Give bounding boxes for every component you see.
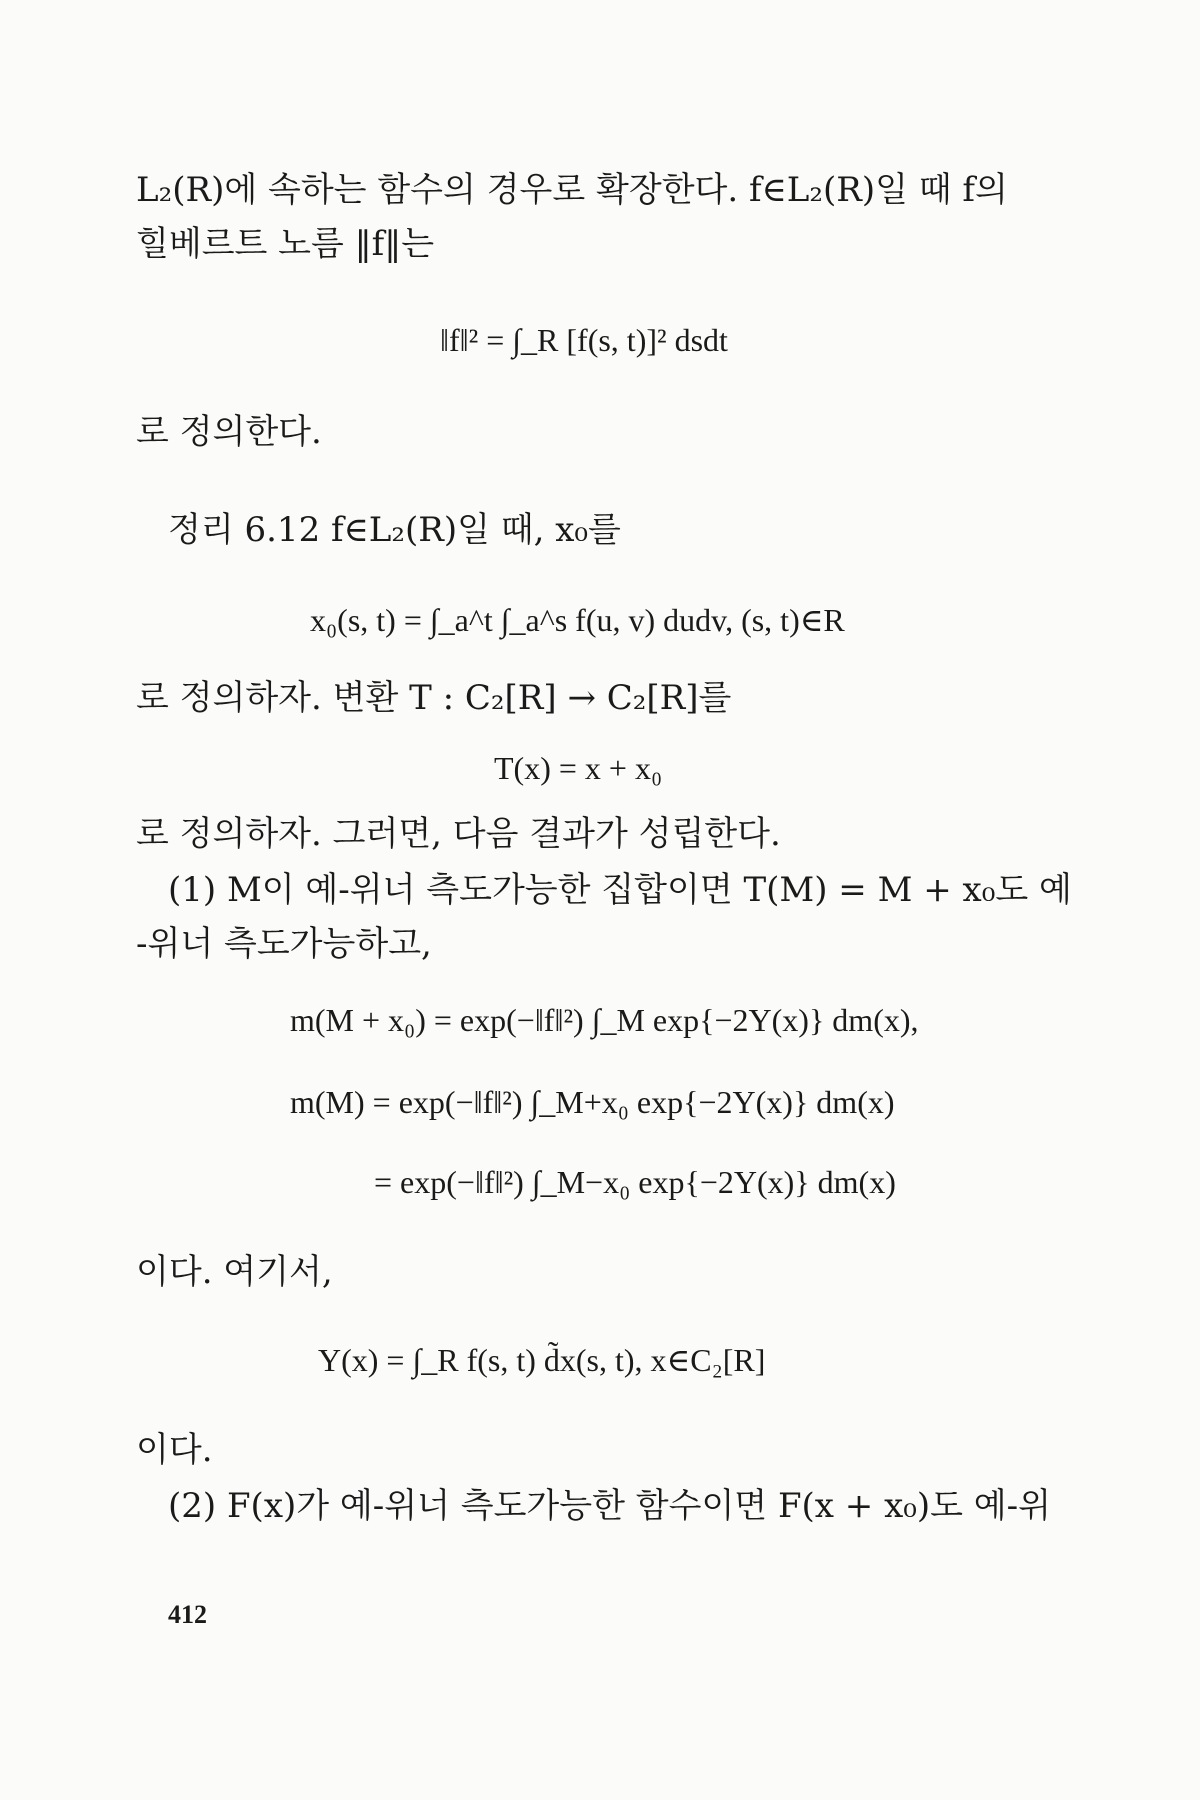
paragraph-line-6: 이다. 여기서, [136, 1252, 333, 1292]
equation-transform: T(x) = x + x₀ [494, 750, 663, 786]
item-2-line-1: (2) F(x)가 예-위너 측도가능한 함수이면 F(x + x₀)도 예-위 [168, 1486, 1051, 1526]
paragraph-line-7: 이다. [136, 1430, 213, 1470]
equation-measure-shift: m(M + x₀) = exp(−‖f‖²) ∫_M exp{−2Y(x)} dm(x), [290, 1002, 919, 1038]
item-1-line-2: -위너 측도가능하고, [136, 924, 432, 964]
equation-x0: x₀(s, t) = ∫_a^t ∫_a^s f(u, v) dudv, (s, t)∈R [310, 602, 845, 638]
equation-norm: ‖f‖² = ∫_R [f(s, t)]² dsdt [440, 322, 728, 358]
paragraph-line-2: 힐베르트 노름 ‖f‖는 [136, 224, 435, 264]
paragraph-line-4: 로 정의하자. 변환 T : C₂[R] → C₂[R]를 [136, 678, 732, 718]
equation-measure-m-alt: = exp(−‖f‖²) ∫_M−x₀ exp{−2Y(x)} dm(x) [374, 1164, 896, 1200]
equation-measure-m: m(M) = exp(−‖f‖²) ∫_M+x₀ exp{−2Y(x)} dm(x) [290, 1084, 895, 1120]
paragraph-line-3: 로 정의한다. [136, 412, 322, 452]
equation-y: Y(x) = ∫_R f(s, t) d̃x(s, t), x∈C₂[R] [318, 1342, 766, 1378]
theorem-heading: 정리 6.12 f∈L₂(R)일 때, x₀를 [168, 510, 621, 550]
item-1-line-1: (1) M이 예-위너 측도가능한 집합이면 T(M) = M + x₀도 예 [168, 870, 1072, 910]
paragraph-line-1: L₂(R)에 속하는 함수의 경우로 확장한다. f∈L₂(R)일 때 f의 [136, 170, 1008, 210]
paragraph-line-5: 로 정의하자. 그러면, 다음 결과가 성립한다. [136, 814, 781, 854]
page-number: 412 [168, 1600, 207, 1629]
